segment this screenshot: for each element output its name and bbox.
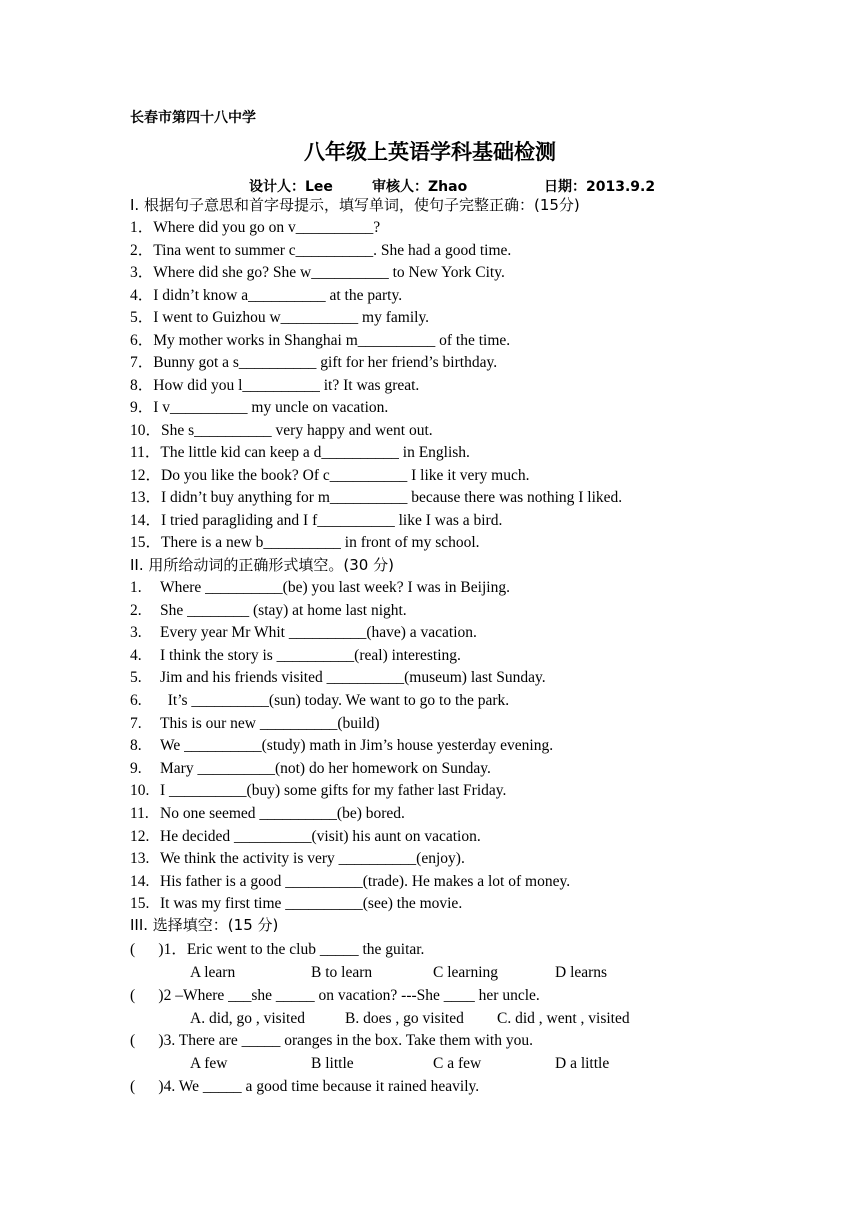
section1-item: 8．How did you l__________ it? It was great.: [130, 376, 420, 394]
section2-item-number: 1.: [130, 579, 142, 596]
reviewer-label: 审核人：Zhao: [372, 179, 468, 195]
section2-item-number: 10.: [130, 782, 150, 800]
section2-item-number: 9.: [130, 759, 142, 777]
section2-item-number: 5.: [130, 669, 142, 687]
page-title: 八年级上英语学科基础检测: [304, 140, 556, 164]
section2-item-text: This is our new __________(build): [160, 714, 380, 732]
answer-option: B to learn: [311, 964, 373, 981]
section1-item: 2．Tina went to summer c__________. She had a good time.: [130, 241, 512, 259]
section2-item-number: 14.: [130, 872, 150, 890]
section1-item: 11．The little kid can keep a d__________ in English.: [130, 444, 470, 461]
question-stem: ( )4. We _____ a good time because it rained heavily.: [130, 1077, 480, 1095]
section2-item-number: 7.: [130, 714, 142, 732]
section1-item: 1．Where did you go on v__________?: [130, 219, 381, 236]
section2-item-number: 6.: [130, 692, 142, 709]
date-label: 日期：2013.9.2: [544, 179, 656, 195]
section2-item-text: He decided __________(visit) his aunt on vacation.: [160, 827, 481, 845]
section2-item-text: She ________ (stay) at home last night.: [160, 601, 407, 619]
section1-item: 5．I went to Guizhou w__________ my family.: [130, 309, 430, 326]
section2-heading: II. 用所给动词的正确形式填空。(30 分): [130, 556, 394, 574]
question-stem: ( )3. There are _____ oranges in the box. Take them with you.: [130, 1032, 533, 1049]
section1-item: 4．I didn’t know a__________ at the party.: [130, 286, 403, 304]
section2-item-text: I __________(buy) some gifts for my father last Friday.: [160, 782, 507, 800]
section2-item-number: 13.: [130, 850, 150, 868]
answer-option: D learns: [555, 964, 608, 981]
section2-item-number: 8.: [130, 737, 142, 755]
answer-option: D a little: [555, 1055, 610, 1072]
section2-item-text: It’s __________(sun) today. We want to go to the park.: [160, 692, 510, 709]
section1-item: 15．There is a new b__________ in front of my school.: [130, 534, 480, 551]
section2-item-text: His father is a good __________(trade). He makes a lot of money.: [160, 872, 571, 890]
answer-option: A learn: [190, 964, 236, 981]
section2-item-number: 2.: [130, 601, 142, 619]
section2-item-text: No one seemed __________(be) bored.: [160, 805, 405, 822]
question-stem: ( )2 –Where ___she _____ on vacation? ---She ____ her uncle.: [130, 986, 540, 1004]
section2-item-number: 11.: [130, 805, 149, 822]
answer-option: C learning: [433, 964, 498, 981]
section2-item-text: We think the activity is very __________(enjoy).: [160, 850, 465, 868]
section2-item-text: Jim and his friends visited __________(museum) last Sunday.: [160, 669, 546, 687]
section2-item-number: 12.: [130, 827, 150, 845]
section2-item-number: 4.: [130, 646, 142, 664]
section2-item-text: Mary __________(not) do her homework on Sunday.: [160, 759, 491, 777]
section1-item: 6．My mother works in Shanghai m__________ of the time.: [130, 331, 511, 349]
section2-item-number: 3.: [130, 624, 142, 642]
answer-option: B. does , go visited: [345, 1009, 464, 1027]
section2-item-text: We __________(study) math in Jim’s house yesterday evening.: [160, 737, 554, 755]
section1-item: 14．I tried paragliding and I f__________ like I was a bird.: [130, 511, 503, 529]
answer-option: A. did, go , visited: [190, 1009, 305, 1027]
section2-item-text: Every year Mr Whit __________(have) a vacation.: [160, 624, 477, 642]
question-stem: ( )1．Eric went to the club _____ the guitar.: [130, 941, 425, 958]
designer-label: 设计人：Lee: [249, 179, 333, 195]
answer-option: A few: [190, 1055, 228, 1072]
section2-item-text: It was my first time __________(see) the movie.: [160, 895, 463, 913]
answer-option: C a few: [433, 1055, 482, 1072]
section1-item: 12．Do you like the book? Of c__________ I like it very much.: [130, 466, 530, 484]
answer-option: C. did , went , visited: [497, 1009, 630, 1027]
section1-item: 10．She s__________ very happy and went out.: [130, 421, 433, 439]
section2-item-text: I think the story is __________(real) interesting.: [160, 646, 461, 664]
section2-item-number: 15.: [130, 895, 150, 913]
section1-item: 13．I didn’t buy anything for m__________ because there was nothing I liked.: [130, 489, 623, 506]
answer-option: B little: [311, 1055, 354, 1072]
section3-heading: III. 选择填空：(15 分): [130, 916, 279, 934]
section1-heading: I. 根据句子意思和首字母提示，填写单词，使句子完整正确：(15分): [130, 196, 580, 214]
section1-item: 3．Where did she go? She w__________ to New York City.: [130, 264, 505, 281]
school-name: 长春市第四十八中学: [130, 110, 256, 126]
section1-item: 7．Bunny got a s__________ gift for her friend’s birthday.: [130, 354, 498, 371]
section1-item: 9．I v__________ my uncle on vacation.: [130, 399, 389, 416]
section2-item-text: Where __________(be) you last week? I was in Beijing.: [160, 579, 510, 596]
